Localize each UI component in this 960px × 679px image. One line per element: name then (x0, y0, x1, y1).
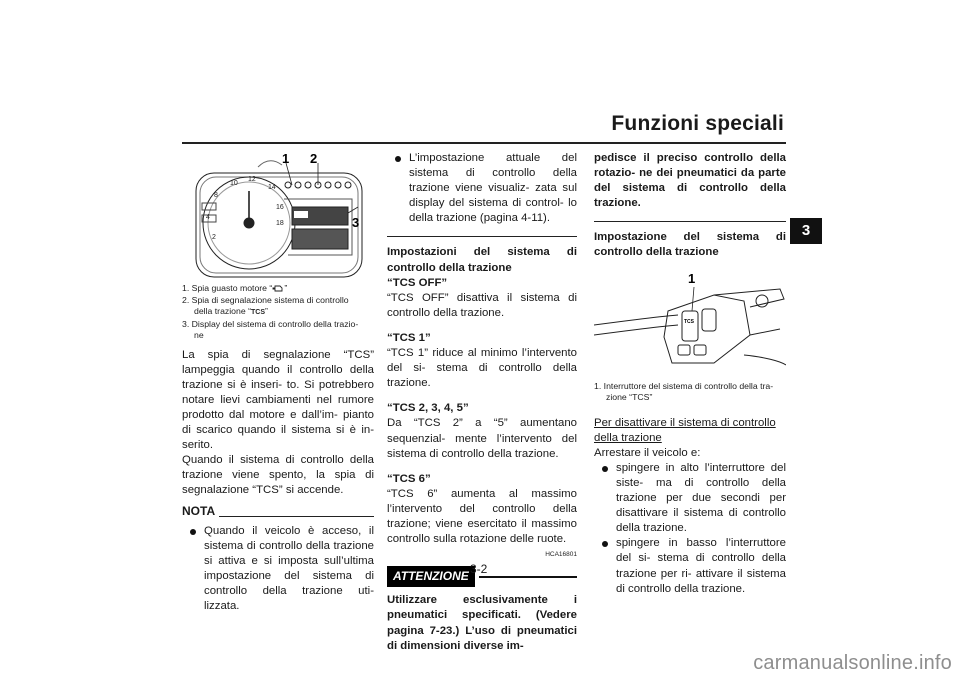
caption-2-close: ” (264, 306, 268, 316)
tcs2345-heading: “TCS 2, 3, 4, 5” (387, 402, 469, 415)
continued-text: pedisce il preciso controllo della rotazio- ne dei pneumatici da parte del sistema di controllo della trazione. (594, 152, 786, 210)
disable-bullet (594, 461, 786, 536)
attention-text: Utilizzare esclusivamente i pneumatici specificati. (Vedere pagina 7-23.) L’uso di pneumatici di dimensioni diverse im- (387, 594, 577, 652)
bullet-icon (395, 156, 401, 162)
caption-3-line1: 3. Display del sistema di controllo della trazio- (182, 318, 359, 329)
svg-text:12: 12 (248, 176, 256, 183)
setting-heading: Impostazione del sistema di controllo della trazione (594, 231, 786, 259)
caption-2-line2: della trazione “ (194, 306, 251, 316)
tcs6-text: “TCS 6” aumenta al massimo l’intervento del controllo della trazione; viene esercitato il massimo controllo sulla rotazione delle ruote. (387, 487, 577, 546)
bullet-icon (190, 529, 196, 535)
callout-1: 1 (688, 270, 696, 286)
document-code: HCA16801 (545, 551, 577, 559)
stop-text: Arrestare il veicolo e: (594, 446, 701, 459)
tcs6-heading: “TCS 6” (387, 472, 431, 485)
disable-heading: Per disattivare il sistema di controllo della trazione (594, 416, 776, 444)
tcs1-heading: “TCS 1” (387, 331, 431, 344)
enable-bullet (594, 536, 786, 596)
figure-caption (182, 283, 374, 342)
page-header-title: Funzioni speciali (611, 112, 784, 135)
chapter-tab: 3 (790, 218, 822, 244)
column-3 (594, 151, 786, 597)
tcs2345-text: Da “TCS 2” a “5” aumentano sequenzial- mente l’intervento del sistema di controllo della trazione. (387, 417, 577, 460)
paragraph-tcs-off: Quando il sistema di controllo della trazione viene spento, la spia di segnalazione “TCS” si accende. (182, 454, 374, 497)
nota-bullet-text: Quando il veicolo è acceso, il sistema di controllo della trazione si attiva e si imposta sull’ultima impostazione del sistema di controllo della trazione uti- lizzata. (204, 524, 374, 612)
section-divider (594, 221, 786, 222)
tcs1-text: “TCS 1” riduce al minimo l’intervento del si- stema di controllo della trazione. (387, 347, 577, 390)
bullet-icon (602, 541, 608, 547)
svg-text:16: 16 (276, 204, 284, 211)
page-number: 3-2 (470, 562, 488, 576)
svg-text:10: 10 (230, 180, 238, 187)
callout-1: 1 (282, 151, 290, 166)
svg-text:4: 4 (206, 214, 210, 221)
switch-caption-line2: zione “TCS” (606, 392, 653, 403)
watermark: carmanualsonline.info (753, 652, 952, 674)
enable-bullet-text: spingere in basso l’interruttore del si- stema di controllo della trazione per ri- attivare il sistema di controllo della trazione. (616, 537, 786, 595)
nota-header (182, 504, 374, 519)
current-setting-bullet (387, 151, 577, 226)
callout-2: 2 (310, 151, 318, 166)
callout-3: 3 (352, 215, 360, 230)
settings-heading: Impostazioni del sistema di controllo della trazione (387, 246, 577, 274)
nota-label: NOTA (182, 504, 216, 519)
caption-3-line2: ne (194, 330, 204, 340)
svg-text:14: 14 (268, 184, 276, 191)
handlebar-switch-figure (594, 265, 786, 377)
instrument-cluster-figure (182, 151, 374, 279)
caption-2-line1: 2. Spia di segnalazione sistema di controllo (182, 294, 349, 305)
caption-1-text: 1. Spia guasto motore “ (182, 283, 273, 293)
disable-bullet-text: spingere in alto l’interruttore del siste- ma di controllo della trazione per due secondi per disattivare il sistema di controllo della trazione. (616, 461, 786, 535)
nota-bullet (182, 524, 374, 615)
svg-text:2: 2 (212, 234, 216, 241)
switch-label: TCS (684, 318, 694, 325)
switch-caption-line1: 1. Interruttore del sistema di controllo della tra- (594, 380, 774, 391)
tcs-off-text: “TCS OFF” disattiva il sistema di controllo della trazione. (387, 291, 577, 319)
column-2 (387, 151, 577, 654)
tcs-icon: TCS (250, 309, 265, 316)
bullet-icon (602, 466, 608, 472)
attention-label: ATTENZIONE (387, 566, 475, 587)
svg-text:18: 18 (276, 220, 284, 227)
section-divider (387, 236, 577, 237)
svg-text:8: 8 (214, 192, 218, 199)
switch-caption (594, 381, 786, 404)
current-setting-text: L’impostazione attuale del sistema di controllo della trazione viene visualiz- zata sul display del sistema di control- lo della trazione (pagina 4-11). (409, 152, 577, 225)
tcs-off-heading: “TCS OFF” (387, 276, 448, 289)
column-1 (182, 151, 374, 614)
paragraph-tcs-blink: La spia di segnalazione “TCS” lampeggia quando il controllo della trazione si è inseri- to. Si potrebbero notare lievi cambiamenti nel rumore prodotto dal motore e dall’im- pianto di scarico quando il sistema si è in- serito. (182, 348, 374, 452)
engine-icon (272, 284, 284, 292)
caption-1-close: ” (284, 283, 288, 293)
header-rule (182, 142, 786, 144)
